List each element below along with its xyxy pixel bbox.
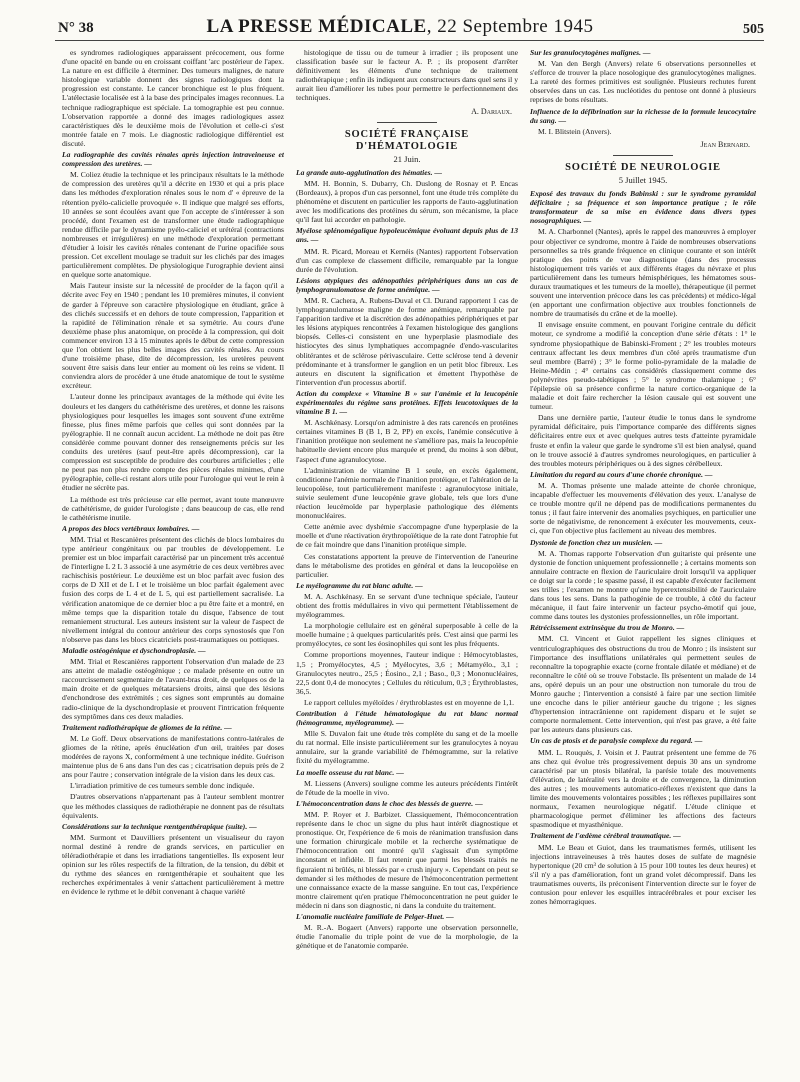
- article-heading: A propos des blocs vertébraux lombaires. —: [62, 523, 200, 533]
- paragraph: MM. R. Cachera, A. Rubens-Duval et Cl. Durand rapportent 1 cas de lymphogranulomatose maligne de forme anémique, remarquable par l'apparition tardive et la discrétion des adénopathies périphériques et par les lésions atypiques rencontrées à l'examen histologique des ganglions biopsés. Celles-ci consistent en une hyperplasie plasmodiale des histiocytes des sinus lymphatiques accompagnée d'endo-vascularites oblitérantes et de sclérose périvasculaire. Cette sclérose tend à devenir prédominante et à transformer le ganglion en un petit bloc fibreux. Les auteurs en discutent la signification et émettent l'hypothèse de l'intervention d'un processus abortif.: [296, 295, 518, 387]
- section-divider: [613, 155, 673, 156]
- paragraph: L'administration de vitamine B 1 seule, en excès également, conditionne l'anémie normale de l'inanition protéique, et l'altération de la leucopoïèse, tout particulièrement manifeste : agranulocytose initiale, suivie seulement d'une leucopénie grave globale, tels que lors d'une réaction leucémoïde par hyperplasie pathologique des éléments mononucléaires.: [296, 465, 518, 521]
- paragraph: M. Aschkénasy. Lorsqu'on administre à des rats carencés en protéines certaines vitamines B (B 1, B 2, PP) en excès, l'anémie consécutive à l'inanition protéique non seulement ne s'améliore pas, mais la leucopénie habituelle devient encore plus marquée et prend, du moins à son début, l'aspect d'une agranulocytose.: [296, 418, 518, 464]
- article-heading: La grande auto-agglutination des hématies. —: [296, 167, 442, 177]
- paragraph: Comme proportions moyennes, l'auteur indique : Hémocytoblastes, 1,5 ; Promyélocytes, 4,5 ; Myélocytes, 3,6 ; Métamyélo., 3,1 ; Granulocytes neutro., 25,5 ; Éosino., 2,1 ; Baso., 0,3 ; Mononucléaires, 22,5 dont 0,4 de monocytes ; Cellules du réticulum, 0,3 ; Érythroblastes, 36,5.: [296, 650, 518, 696]
- article-heading: Rétrécissement extrinsèque du trou de Monro. —: [530, 623, 685, 633]
- paragraph: MM. Trial et Rescanières rapportent l'observation d'un malade de 23 ans atteint de maladie ostéogénique ; ce malade présente en outre un raccourcissement segmentaire de l'avant-bras droit, de quelques os de la main droite et de quelques métatarsiens droits, ainsi que des lésions d'enchondrose des extrémités ; ces signes sont empruntés au domaine radio-clinique de la dyschondroplasie et prouvent l'intrication fréquente des symptômes dans ces deux maladies.: [62, 657, 284, 721]
- article-heading: Myélose splénomégalique hypoleucémique évoluant depuis plus de 13 ans. —: [296, 226, 518, 245]
- paragraph: Dans une dernière partie, l'auteur étudie le tonus dans le syndrome pyramidal déficitaire, puis l'importance comparée des différents signes déficitaires entre eux et avec quelques autres tests d'atteinte pyramidale fruste et enfin la valeur que garde le syndrome s'il est bien analysé, quand on le trouve associé à d'autres syndromes neurologiques, en particulier à des troubles moteurs périphériques ou à des signes cérébelleux.: [530, 413, 756, 468]
- article-heading: Considérations sur la technique rœntgenthérapique (suite). —: [62, 821, 257, 831]
- author-signature: A. Dariaux.: [471, 106, 512, 116]
- paragraph: M. A. Aschkénasy. En se servant d'une technique spéciale, l'auteur obtient des frottis médullaires in vivo qui permettent l'établissement de myélogrammes.: [296, 591, 518, 620]
- paragraph: MM. Le Beau et Guiot, dans les traumatismes fermés, utilisent les injections intraveineuses à très hautes doses de sulfate de magnésie hypertonique (20 cm³ de solution à 15 pour 100 toutes les deux heures) et s'il n'y a pas d'amélioration, font un grand volet décompressif. Dans les traumatismes ouverts, ils préconisent l'intervention directe sur le foyer de contusion pour enlever les esquilles intracérébrales et pour exciser les zones hémorragiques.: [530, 842, 756, 907]
- paragraph: M. A. Charbonnel (Nantes), après le rappel des manœuvres à employer pour objectiver ce syndrome, montre à l'aide de nombreuses observations personnelles sa très grande fréquence en clinique courante et son intérêt pratique des points de vue diagnostique (dans des processus histologiquement très variés et aux différents étages du névraxe et plus particulièrement dans les tumeurs hémisphériques, les hématomes sous-duraux traumatiques et les tumeurs de la moelle), thérapeutique (il permet souvent une intervention précoce dans les cas précédents) et médico-légal (en apportant une confirmation objective aux troubles fonctionnels de nombre de traumatisés du crâne et de la moelle).: [530, 227, 756, 319]
- article-heading: Exposé des travaux du fonds Babinski : sur le syndrome pyramidal déficitaire ; sa fréquence et son importance pratique ; le rôle transformateur de sa mise en évidence dans divers types nosographiques. —: [530, 189, 756, 226]
- paragraph: MM. H. Bonnin, S. Dubarry, Ch. Duslong de Rosnay et P. Encas (Bordeaux), à propos d'un cas personnel, font une étude très complète du phénomène et discutent en particulier les rapports de l'auto-agglutination avec les modifications des protéines du sérum, son mécanisme, la place qu'il faut lui accorder en pathologie.: [296, 178, 518, 225]
- article-heading: Le myélogramme du rat blanc adulte. —: [296, 580, 423, 590]
- article-heading: La moelle osseuse du rat blanc. —: [296, 767, 404, 777]
- paragraph: MM. Cl. Vincent et Guiot rappellent les signes cliniques et ventriculographiques des obstructions du trou de Monro ; ils insistent sur l'importance des insufflations unilatérales qui permettent seules de reconnaître la topographie exacte (corne frontale dilatée et médiane) et de reconnaître le côté où se trouve l'obstacle. Ils présentent un malade de 14 ans, opéré depuis un an pour une obstruction non tumorale du trou de Monro gauche ; l'intervention a consisté à faire par une section limitée une encoche dans le pilier antérieur gauche du trigone ; les signes d'hypertension intracrânienne ont rapidement disparu et le sujet se comporte normalement. Cette intervention, qui n'est pas grave, a été faite par les auteurs dans plusieurs cas.: [530, 634, 756, 735]
- article-heading: Lésions atypiques des adénopathies périphériques dans un cas de lymphogranulomatose de forme anémique. —: [296, 275, 518, 294]
- paragraph: Il envisage ensuite comment, en pouvant l'origine centrale du déficit moteur, ce syndrome a modifié la conception d'une série d'états : 1° le syndrome physiopathique de Babinski-Froment ; 2° les troubles moteurs centraux affectant les deux membres d'un côté après traumatisme d'un seul membre (Barré) ; 3° le forme polio-pyramidale de la maladie de Heine-Médin ; 4° certains cas considérés classiquement comme des polynévrites pseudo-tabétiques ; 5° le syndrome thalamique ; 6° l'épilepsie où sa présence confirme la nature cortico-organique de la maladie et doit faire rechercher la lésion causale qui est souvent une tumeur.: [530, 320, 756, 412]
- paragraph: M. Coliez étudie la technique et les principaux résultats le la méthode de compression des uretères qu'il a décrite en 1930 et qui a pris place dans les méthodes d'exploration rénales sous le nom d' « épreuve de la rétention pyélo-calicielle provoquée ». Il indique que malgré ses efforts, 10 années se sont écoulées avant que l'on accepte de s'intéresser à son procédé, dont l'examen est de transformer une étude radiographique rendue difficile par le dynamisme pyélo-caliciel et urétéral (contractions nombreuses et irrégulières) en une méthode d'exploration permettant d'étudier à loisir les cavités rénales contenant de l'urine opacifiée sous pression. Cet excellent moulage se traduit sur les clichés par des images particulièrement complètes. De physiologique l'urographie devient ainsi en quelque sorte anatomique.: [62, 170, 284, 280]
- author-signature: Jean Bernard.: [700, 139, 750, 149]
- article-heading: La radiographie des cavités rénales après injection intraveineuse et compression des uretères. —: [62, 150, 284, 169]
- section-title: SOCIÉTÉ DE NEUROLOGIE: [565, 161, 721, 173]
- column-3: [530, 48, 756, 1074]
- paragraph: MM. Trial et Rescanières présentent des clichés de blocs lombaires du type antérieur congénitaux ou par troubles de développement. Le premier est un bloc imparfait caractérisé par un pincement très accentué de l'interligne L 2 L 3 associé à une asymétrie de ces deux vertèbres avec rachischisis postérieur. Le deuxième est un bloc parfait avec fusion des corps de D XII et de L I et le troisième un bloc parfait également avec fusion des corps de L 4 et de L 5, qui est partiellement sacralisée. La vérification anatomique de ce dernier bloc a pu être faite et a montré, en même temps que la disparition totale du disque, l'absence de tout remaniement structural. Les auteurs insistent sur la valeur de l'aspect de nivellement intégral du contour antérieur des corps synostosés que l'on n'observe pas dans les blocs cicatriciels post-traumatiques ou pottiques.: [62, 534, 284, 644]
- article-heading: Contribution à l'étude hématologique du rat blanc normal (hémogramme, myélogramme). —: [296, 709, 518, 728]
- column-2: [296, 48, 518, 1074]
- paragraph: Le rapport cellules myéloïdes / érythroblastes est en moyenne de 1,1.: [304, 697, 515, 707]
- paragraph: MM. P. Royer et J. Barbizet. Classiquement, l'hémoconcentration représente dans le choc un signe du plus haut intérêt diagnostique et pronostique. Or, l'expérience de 6 mois de réanimation transfusion dans une formation chirurgicale mobile et la recherche systématique de l'hémoconcentration ont montré qu'il s'agissait d'un symptôme inconstant et infidèle. Il faut retenir que parmi les blessés traités ne figuraient ni brûlés, ni blessés par « crush injury ». Cependant on peut se demander si les méthodes de mesure de l'hémoconcentration permettent une connaissance exacte de la masse sanguine. En tout cas, l'expérience montre clairement qu'en pratique l'hémoconcentration ne peut guider le médecin ni dans son diagnostic, ni dans la conduite du traitement.: [296, 809, 518, 910]
- article-heading: Action du complexe « Vitamine B » sur l'anémie et la leucopénie expérimentales du régime sans protéines. Effets leucotoxiques de la vitamine B 1. —: [296, 388, 518, 417]
- article-heading: Un cas de ptosis et de paralysie complexe du regard. —: [530, 736, 703, 746]
- paragraph: histologique de tissu ou de tumeur à irradier ; ils proposent une classification basée sur le facteur A. P. ; ils proposent d'arrêter définitivement les éléments d'une technique de traitement radiothérapique ; enfin ils indiquent aux constructeurs dans quel sens il y aurait lieu d'améliorer les tubes pour permettre le perfectionnement des techniques.: [296, 48, 518, 103]
- session-date: 5 Juillet 1945.: [618, 174, 668, 185]
- issue-date: 22 Septembre 1945: [437, 16, 594, 37]
- paragraph: M. Liessens (Anvers) souligne comme les auteurs précédents l'intérêt de l'étude de la moelle in vivo.: [296, 778, 518, 797]
- paragraph: M. Van den Bergh (Anvers) relate 6 observations personnelles et s'efforce de trouver la place nosologique des granulocytogènes malignes. La rareté des formes primitives est soulignée. Plusieurs rechutes furent observées dans un cas. Les nucléotides du pentose ont donné à plusieurs reprises de bons résultats.: [530, 59, 756, 105]
- paragraph: es syndromes radiologiques apparaissent précocement, ous forme d'une opacité en bande ou en croissant coiffant 'arc postérieur de l'apex. La nature en est difficile à éterminer. Des tumeurs malignes, de nature histologique variable donnent des signes radiologiques dont la progression est constante. Le cancer bronchique est le plus fréquent. L'atélectasie localisée est à la base des principales images reconnues. La technique radiographique est spéciale. La tomographie est peu connue. L'observation rapportée a donné des images radiologiques assez caractéristiques dès le deuxième mois de l'évolution et celle-ci s'est montrée fatale en 7 mois. Le diagnostic radiologique différentiel est discuté.: [62, 48, 284, 148]
- section-title: SOCIÉTÉ FRANÇAISE D'HÉMATOLOGIE: [344, 128, 470, 152]
- paragraph: L'auteur donne les principaux avantages de la méthode qui évite les douleurs et les dangers du cathétérisme des uretères, et donne les raisons physiologiques pour lesquelles les images sont souvent d'une extrême finesse, plus fines même parfois que celles qui sont données par la pyélographie. Il ne connaît aucun accident. La méthode ne doit pas être considérée comme pouvant donner des renseignements précis sur les conduits des uretères (sauf peut-être après décompression), car la compression est susceptible de produire des courbures artificielles ; elle ne peut pas non plus rendre compte des pièces rénales minimes, d'une pyélographie, celle-ci restant alors utile pour l'urologue qui veut le rein à étudier ne sécrète pas.: [62, 392, 284, 493]
- paragraph: Mlle S. Duvalon fait une étude très complète du sang et de la moelle du rat normal. Elle insiste particulièrement sur les granulocytes à noyau annulaire, sur la grande variabilité de l'hémogramme, sur la relative fixité du myélogramme.: [296, 729, 518, 766]
- paragraph: La morphologie cellulaire est en général superposable à celle de la moelle humaine ; à quelques particularités près. C'est ainsi que parmi les promyélocytes, ce sont les éosinophiles qui sont les plus fréquents.: [296, 621, 518, 649]
- paragraph: M. A. Thomas rapporte l'observation d'un guitariste qui présente une dystonie de fonction uniquement professionnelle ; à certains moments son annulaire contracte en flexion de l'auriculaire droit lorsqu'il va appliquer ce doigt sur la corde ; le spasme passé, il est capable d'exécuter facilement ses trilles ; l'examen ne montre qu'une hyperextensibilité de l'auriculaire dans tous les sens. Dans la pathogénie de ce trouble, à côté du facteur mécanique, il faut faire intervenir un facteur psycho-émotif qui joue, comme dans toutes les dystonies professionnelles, un rôle important.: [530, 548, 756, 622]
- masthead: LA PRESSE MÉDICALE, 22 Septembre 1945: [206, 16, 594, 37]
- paragraph: MM. L. Rouquès, J. Voisin et J. Pautrat présentent une femme de 76 ans chez qui évolue très progressivement depuis 30 ans un syndrome caractérisé par un ptosis bilatéral, la parésie totale des mouvements d'élévation, de latéralité vers la droite et de convergence, la diminution des autres ; les mouvements automatico-réflexes n'existent que dans la limite des mouvements volontaires possibles ; les réflexes pupillaires sont normaux, l'examen neurologique négatif. L'étude clinique et pharmacologique permet d'éliminer les affections des facteurs spasmodique et myasthénique.: [530, 747, 756, 830]
- paragraph: M. I. Blitstein (Anvers).: [538, 126, 612, 136]
- paragraph: M. A. Thomas présente une malade atteinte de chorée chronique, incapable d'effectuer les mouvements d'élévation des yeux. L'analyse de ce trouble montre qu'il ne dépend pas de modifications permanentes du tonus ; il faut faire intervenir des anomalies psychiques, en particulier une sorte de négativisme, de renoncement à exécuter les mouvements, ceux-ci, que l'on objective plus facilement au niveau des membres.: [530, 480, 756, 536]
- paragraph: D'autres observations n'appartenant pas à l'auteur semblent montrer que les méthodes classiques de radiothérapie ne donnent pas de résultats équivalents.: [62, 792, 284, 820]
- paragraph: M. Le Goff. Deux observations de manifestations contro-latérales de gliomes de la rétine, après énucléation d'un œil, traitées par doses modérées de rayons X, conformément à une technique inédite. Guérison maintenue plus de 6 ans dans l'un des cas ; cicatrisation depuis près de 2 ans pour l'autre ; conservation intégrale de la vision dans les deux cas.: [62, 733, 284, 780]
- paragraph: M. R.-A. Bogaert (Anvers) rapporte une observation personnelle, étudie l'anomalie du triple point de vue de la morphologie, de la génétique et de l'anatomie comparée.: [296, 923, 518, 951]
- article-heading: L'anomalie nucléaire familiale de Pelger-Huet. —: [296, 911, 454, 921]
- article-heading: Sur les granulocytogènes malignes. —: [530, 48, 651, 57]
- paragraph: MM. R. Picard, Moreau et Kernéis (Nantes) rapportent l'observation d'un cas complexe de classement difficile, remarquable par la longue durée de l'évolution.: [296, 246, 518, 274]
- article-heading: Limitation du regard au cours d'une chorée chronique. —: [530, 469, 713, 479]
- paragraph: Mais l'auteur insiste sur la nécessité de procéder de la façon qu'il a décrite avec Fey en 1940 ; pendant les 10 premières minutes, il convient de garder à l'épreuve son caractère physiologique en étudiant, grâce à des clichés successifs et en dehors de toute compression, l'apparition et la rapidité de l'élimination rénale et sa symétrie. Au cours d'une deuxième phase plus anatomique, on procède à la compression, qui doit commencer environ 13 à 15 minutes après le début de cette compression que l'on obtient les plus belles images des cavités rénales. Au cours d'une troisième phase, dite de décompression, les uretères peuvent souvent être saisis dans leur entier au moment où les reins se vident. Il conviendra alors de procéder à une étude anatomique de tout le système excréteur.: [62, 281, 284, 391]
- paragraph: L'irradiation primitive de ces tumeurs semble donc indiquée.: [70, 781, 255, 791]
- article-heading: L'hémoconcentration dans le choc des blessés de guerre. —: [296, 798, 483, 808]
- section-divider: [377, 122, 437, 123]
- article-heading: Influence de la défibrination sur la richesse de la formule leucocytaire du sang. —: [530, 106, 756, 125]
- column-1: [62, 48, 284, 1074]
- paragraph: MM. Surmont et Dauvilliers présentent un visualiseur du rayon normal destiné à rendre de grands services, en particulier en téléradiothérapie et dans les irradiations tangentielles. Ils exposent leur opinion sur les rôles respectifs de la filtration, de la tension, du débit et du rythme des séances en rœntgenthérapie et souhaitent que les recherches expérimentales à venir s'attachent particulièrement à mettre en évidence le rythme et le débit convenant à chaque variété: [62, 832, 284, 897]
- article-heading: Maladie ostéogénique et dyschondroplasie. —: [62, 646, 206, 655]
- paragraph: La méthode est très précieuse car elle permet, avant toute manœuvre de cathétérisme, de guider l'urologiste ; dans beaucoup de cas, elle rend le cathétérisme inutile.: [62, 494, 284, 522]
- issue-number: N° 38: [58, 20, 94, 36]
- article-heading: Traitement radiothérapique de gliomes de la rétine. —: [62, 722, 232, 732]
- article-heading: Dystonie de fonction chez un musicien. —: [530, 537, 663, 547]
- session-date: 21 Juin.: [393, 153, 421, 164]
- article-heading: Traitement de l'œdème cérébral traumatique. —: [530, 831, 681, 841]
- journal-title: LA PRESSE MÉDICALE: [206, 16, 427, 37]
- paragraph: Cette anémie avec dyshémie s'accompagne d'une hyperplasie de la moelle et d'une réactivation érythropoïétique de la rate dont l'atrophie fut de ce fait moindre que dans l'inanition protéique simple.: [296, 522, 518, 550]
- header-rule: [55, 40, 764, 41]
- page-header: [0, 14, 800, 46]
- paragraph: Ces constatations apportent la preuve de l'intervention de l'aneurine dans le métabolisme des protides en général et dans la leucopoïèse en particulier.: [296, 551, 518, 579]
- page-number: 505: [743, 22, 764, 37]
